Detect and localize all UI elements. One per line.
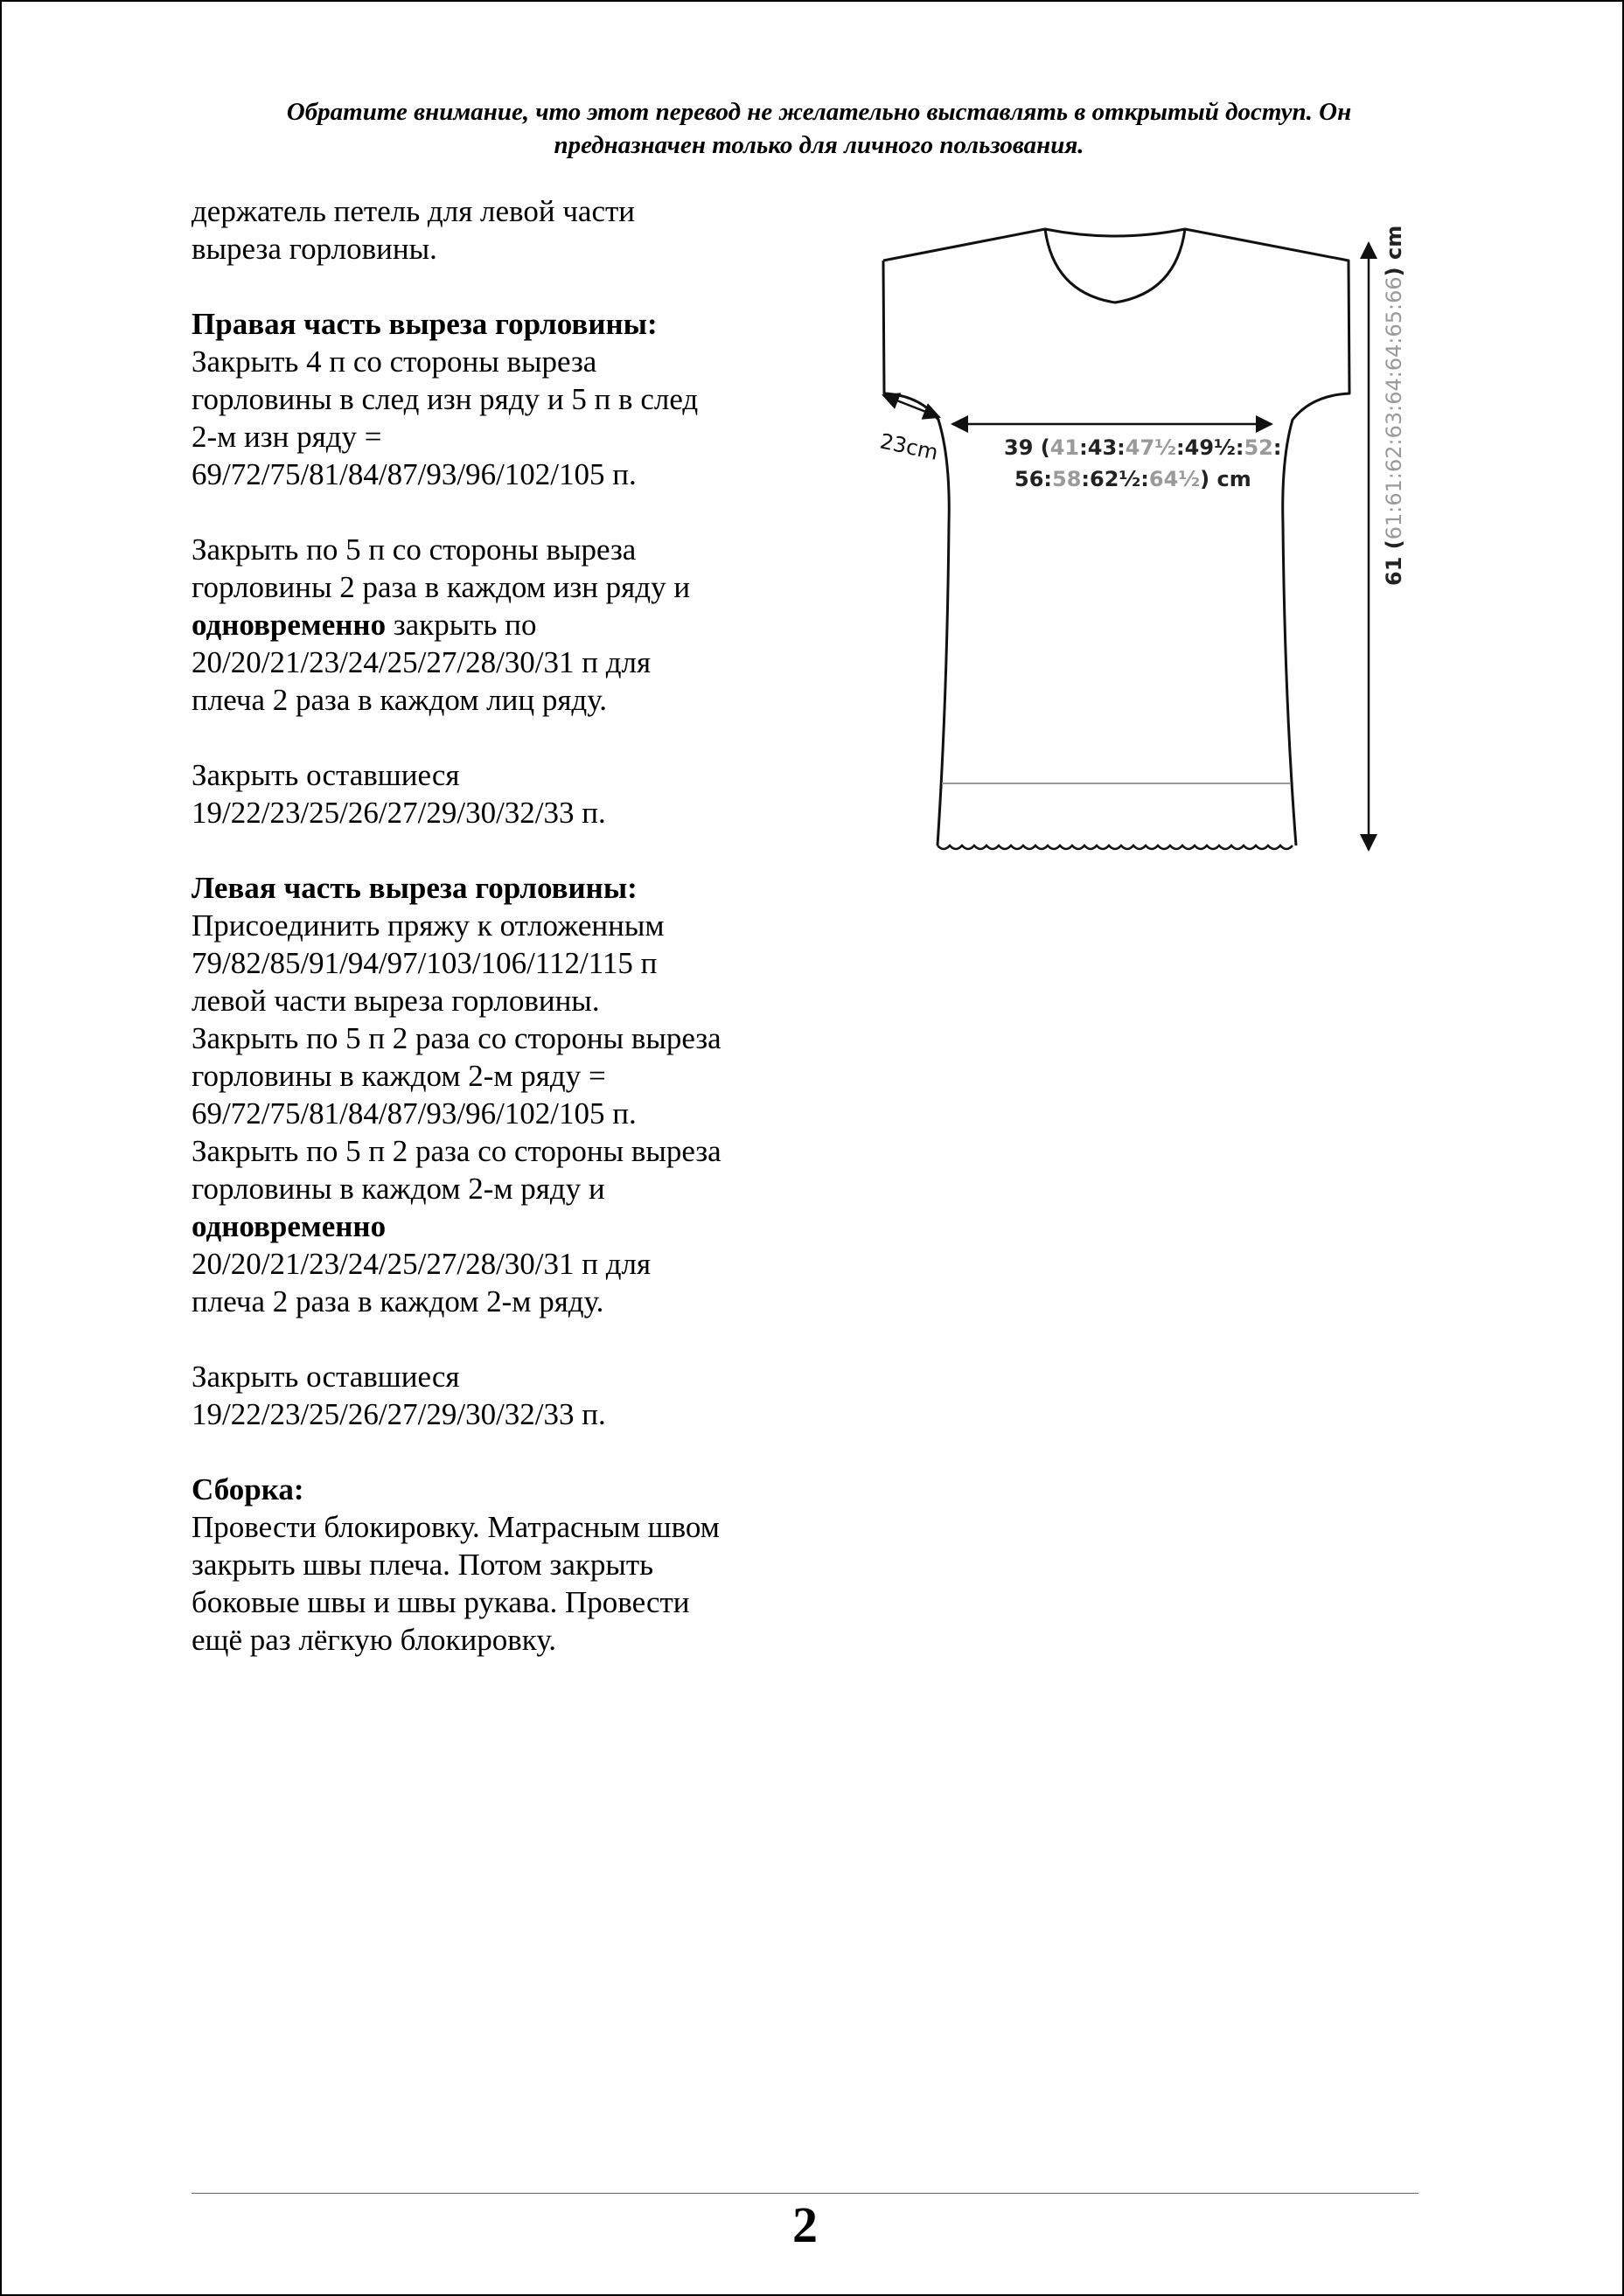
text-line: 69/72/75/81/84/87/93/96/102/105 п. xyxy=(192,457,637,491)
intro-line: выреза горловины. xyxy=(192,232,437,266)
footer-divider xyxy=(192,2193,1418,2194)
emphasis-text: одновременно xyxy=(192,1209,387,1243)
left-neck-section xyxy=(192,869,821,1320)
width-value: 58 xyxy=(1052,467,1082,491)
intro-line: держатель петель для левой части xyxy=(192,194,636,228)
instructions-column xyxy=(192,192,821,1696)
width-value: 41 xyxy=(1049,435,1080,460)
text-line: Закрыть оставшиеся xyxy=(192,758,460,792)
text-fragment: закрыть по xyxy=(386,608,537,642)
text-line: горловины в каждом 2-м ряду и xyxy=(192,1172,605,1206)
width-dimension xyxy=(952,424,1282,491)
text-line: 19/22/23/25/26/27/29/30/32/33 п. xyxy=(192,796,606,830)
notice-line-2: предназначен только для личного пользования. xyxy=(554,131,1084,159)
assembly-section xyxy=(192,1471,821,1659)
text-line: плеча 2 раза в каждом 2-м ряду. xyxy=(192,1284,604,1318)
text-line xyxy=(192,606,821,644)
length-value: 61 ( xyxy=(1382,539,1406,586)
text-line: Закрыть по 5 п 2 раза со стороны выреза xyxy=(192,1021,721,1055)
width-separator: : xyxy=(1081,467,1091,491)
section-heading: Правая часть выреза горловины: xyxy=(192,307,658,341)
width-separator: : xyxy=(1176,435,1185,460)
width-value: 47½ xyxy=(1125,435,1177,460)
width-value: 43 xyxy=(1087,435,1118,460)
width-separator: : xyxy=(1140,467,1149,491)
right-neck-paragraph-2 xyxy=(192,531,821,719)
text-line: горловины 2 раза в каждом изн ряду и xyxy=(192,570,691,604)
length-suffix: ) cm xyxy=(1382,225,1406,277)
width-separator: : xyxy=(1272,435,1282,460)
page-number: 2 xyxy=(792,2196,818,2253)
text-line: 20/20/21/23/24/25/27/28/30/31 п для xyxy=(192,1247,652,1281)
width-value: 52 xyxy=(1244,435,1273,460)
privacy-notice xyxy=(140,95,1498,162)
right-neck-paragraph-3 xyxy=(192,756,821,831)
length-label xyxy=(1382,226,1406,586)
text-line: горловины в след изн ряду и 5 п в след xyxy=(192,382,699,416)
width-label-line-2 xyxy=(1014,467,1251,491)
left-neck-paragraph-2 xyxy=(192,1358,821,1433)
garment-outline xyxy=(883,229,1349,849)
sleeve-dimension xyxy=(878,395,940,465)
text-line: левой части выреза горловины. xyxy=(192,984,600,1018)
width-value: 56 xyxy=(1014,467,1044,491)
text-line: 79/82/85/91/94/97/103/106/112/115 п xyxy=(192,946,658,980)
text-line: 69/72/75/81/84/87/93/96/102/105 п. xyxy=(192,1096,637,1131)
width-value: 49½ xyxy=(1184,435,1236,460)
text-line: 19/22/23/25/26/27/29/30/32/33 п. xyxy=(192,1397,606,1431)
width-separator: : xyxy=(1235,435,1244,460)
text-line: Закрыть 4 п со стороны выреза xyxy=(192,344,597,379)
text-line: Закрыть по 5 п 2 раза со стороны выреза xyxy=(192,1134,721,1168)
width-separator: : xyxy=(1079,435,1088,460)
text-line: 2-м изн ряду = xyxy=(192,420,382,454)
right-neck-section xyxy=(192,305,821,493)
text-line: Провести блокировку. Матрасным швом xyxy=(192,1510,720,1544)
section-heading: Сборка: xyxy=(192,1472,304,1506)
intro-paragraph xyxy=(192,192,821,268)
width-suffix: ) cm xyxy=(1200,467,1251,491)
width-separator: : xyxy=(1117,435,1126,460)
text-line: горловины в каждом 2-м ряду = xyxy=(192,1059,606,1093)
length-dimension xyxy=(1369,226,1406,850)
text-line: боковые швы и швы рукава. Провести xyxy=(192,1585,690,1619)
text-line: Закрыть оставшиеся xyxy=(192,1360,460,1394)
text-line: Присоединить пряжу к отложенным xyxy=(192,908,665,943)
text-line: Закрыть по 5 п со стороны выреза xyxy=(192,532,637,567)
width-separator: : xyxy=(1043,467,1053,491)
width-value: 39 ( xyxy=(1004,435,1050,460)
text-line: ещё раз лёгкую блокировку. xyxy=(192,1623,557,1657)
width-value: 62½ xyxy=(1090,467,1141,491)
notice-line-1: Обратите внимание, что этот перевод не желательно выставлять в открытый доступ. Он xyxy=(286,98,1352,126)
emphasis-text: одновременно xyxy=(192,608,387,642)
garment-schematic xyxy=(866,210,1434,874)
width-value: 64½ xyxy=(1148,467,1201,491)
section-heading: Левая часть выреза горловины: xyxy=(192,871,638,905)
width-label-line-1 xyxy=(1004,435,1282,460)
sleeve-length-label: 23cm xyxy=(877,428,941,465)
text-line: 20/20/21/23/24/25/27/28/30/31 п для xyxy=(192,645,652,679)
text-line: плеча 2 раза в каждом лиц ряду. xyxy=(192,683,607,717)
text-line: закрыть швы плеча. Потом закрыть xyxy=(192,1548,654,1582)
length-size-values: 61:61:62:63:64:64:65:66 xyxy=(1382,276,1406,540)
